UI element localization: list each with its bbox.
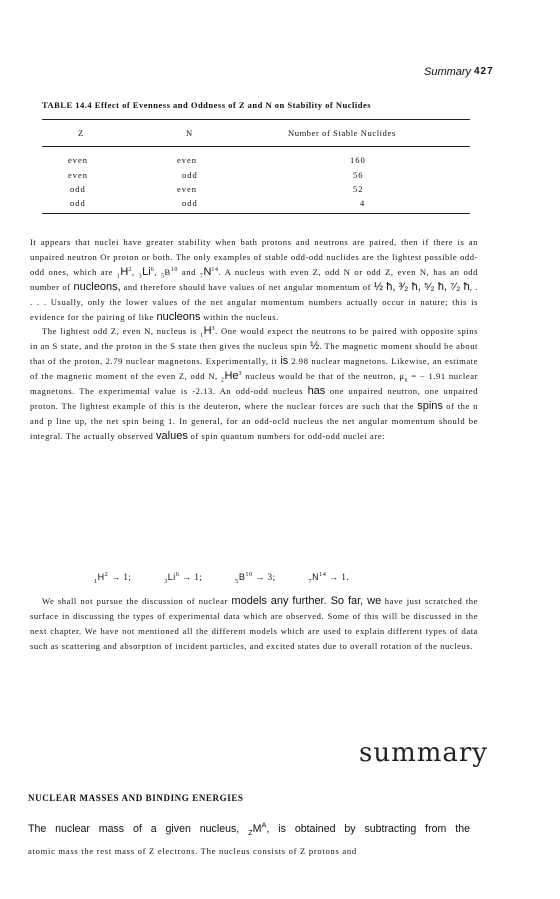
table-caption: TABLE 14.4 Effect of Evenness and Oddness of Z and N on Stability of Nuclides	[42, 100, 372, 110]
table-cell: odd	[182, 198, 198, 208]
table-cell: even	[68, 155, 89, 165]
page-number: 427	[474, 66, 494, 77]
spin-entry-b10: $_5B^{10} \to 3$;	[235, 571, 276, 585]
table-cell: odd	[70, 184, 86, 194]
paragraph-pairing: It appears that nuclei have greater stability when bath protons and neutrons are paired, then if there is an unpaired neutron Or proton or both. The only examples of stable odd-odd nuclides are the lightest possible odd-odd ones, which are $_1H^2$, $_3Li^6$, $_5B^{10}$ and $_7N^{14}$. A nucleus with even Z, odd N or odd Z, even N, has an odd number of nucleons, and therefore should have values of net angular momentum of ½ ħ, ³⁄₂ ħ, ⁵⁄₂ ħ, ⁷⁄₂ ħ, . . . . Usually, only the lower values of the net angular momentum numbers actually occur in nature; this is evidence for the pairing of like nucleons within the nucleus.	[30, 237, 478, 323]
table-cell: 4	[360, 198, 366, 208]
table-cell: even	[177, 184, 198, 194]
table-cell: odd	[182, 170, 198, 180]
summary-line-2: atomic mass the rest mass of Z electrons. The nucleus consists of Z protons and	[28, 846, 357, 856]
summary-line-1: The nuclear mass of a given nucleus, $_ZM^A$, is obtained by subtracting from the	[28, 820, 470, 838]
section-heading: NUCLEAR MASSES AND BINDING ENERGIES	[28, 793, 244, 803]
table-cell: odd	[70, 198, 86, 208]
table-bottom-rule	[42, 213, 470, 214]
table-cell: even	[177, 155, 198, 165]
table-header-rule	[42, 146, 470, 147]
spin-entry-li6: $_3Li^6 \to 1$;	[164, 571, 203, 585]
paragraph-models: We shall not pursue the discussion of nuclear models any further. So far, we have just scratched the surface in discussing the types of experimental data which are observed. Some of this will be discussed in the next chapter. We have not mentioned all the different models which are used to explain different types of data such as scattering and absorption of incident particles, and excited states due to overall rotation of the nucleus.	[30, 595, 478, 651]
table-cell: 52	[353, 184, 364, 194]
table-top-rule	[42, 119, 470, 120]
column-header-z: Z	[78, 128, 84, 138]
paragraph-lightest-odd: The lightest odd Z, even N, nucleus is $_1H^3$. One would expect the neutrons to be paired with opposite spins in an S state, and the proton in the S state then gives the nucleus spin ½. The magnetic moment should be about that of the proton, 2.79 nuclear magnetons. Experimentally, it is 2.98 nuclear magnetons. Likewise, an estimate of the magnetic moment of the even Z, odd N, $_2He^3$ nucleus would be that of the neutron, $\mu_n$ = − 1.91 nuclear magnetons. The experimental value is -2.13. An odd-odd nucleus has one unpaired neutron, one unpaired proton. The lightest example of this is the deuteron, where the nuclear forces are such that the spins of the n and p line up, the net spin being 1. In general, for an odd-ocld nucleus the net angular momentum should be integral. The actually observed values of spin quantum numbers for odd-odd nuclei are:	[30, 325, 479, 442]
table-cell: even	[68, 170, 89, 180]
running-title: Summary	[424, 66, 472, 78]
column-header-n: N	[186, 128, 193, 138]
spin-entry-n14: $_7N^{14} \to 1$.	[308, 571, 350, 585]
column-header-count: Number of Stable Nuclides	[288, 128, 396, 138]
body-paragraphs	[30, 235, 478, 444]
spin-entry-h2: $_1H^2 \to 1$;	[94, 571, 132, 585]
summary-heading: summary	[358, 738, 488, 768]
table-cell: 56	[353, 170, 364, 180]
table-cell: 160	[350, 155, 366, 165]
odd-odd-spin-list	[94, 571, 379, 585]
